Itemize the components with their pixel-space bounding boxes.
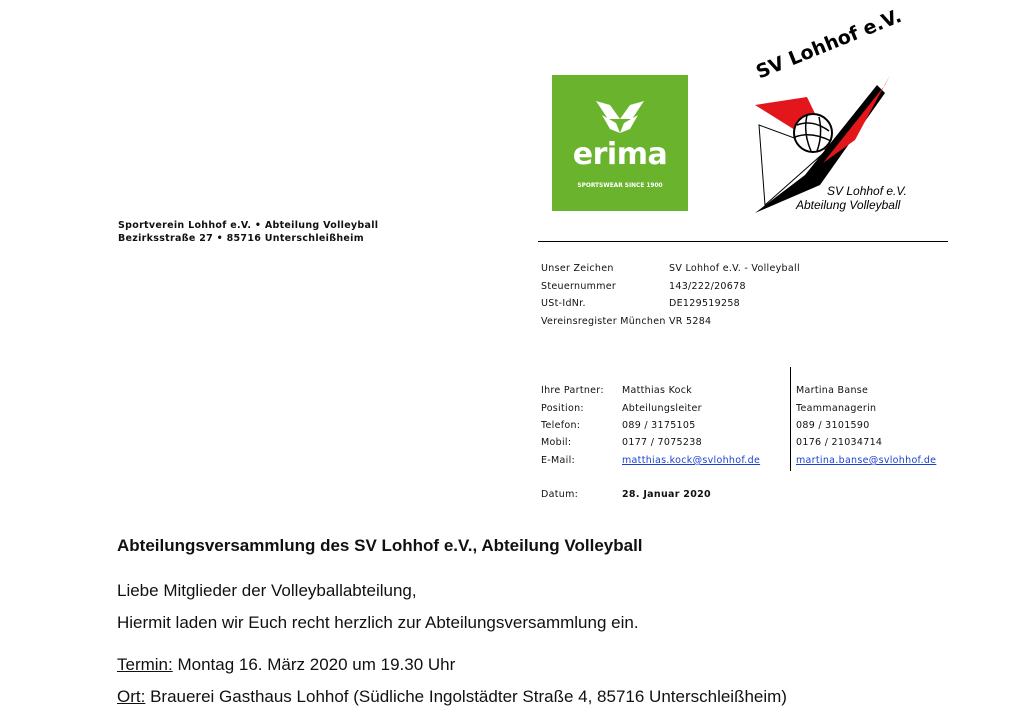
contact1-name: Matthias Kock: [622, 385, 693, 396]
contact1-phone: 089 / 3175105: [622, 420, 696, 431]
contact2-phone: 089 / 3101590: [796, 420, 870, 431]
date-value: 28. Januar 2020: [622, 489, 711, 500]
sv-lohhof-logo: [745, 5, 945, 220]
ref-value: DE129519258: [669, 298, 741, 309]
ort-label: Ort:: [117, 687, 146, 706]
contact-label: E-Mail:: [541, 455, 576, 466]
header-divider: [538, 241, 948, 242]
erima-tagline: SPORTSWEAR SINCE 1900: [577, 181, 663, 189]
erima-logo: [552, 75, 688, 211]
contact2-email-link[interactable]: martina.banse@svlohhof.de: [796, 455, 937, 466]
ref-value: 143/222/20678: [669, 281, 746, 292]
termin-value: Montag 16. März 2020 um 19.30 Uhr: [172, 655, 456, 674]
ref-label: Unser Zeichen: [541, 263, 614, 274]
ref-label: Steuernummer: [541, 281, 617, 292]
ort-value: Brauerei Gasthaus Lohhof (Südliche Ingolstädter Straße 4, 85716 Unterschleißheim): [145, 687, 787, 706]
ort-line: [117, 687, 787, 707]
ref-label: USt-IdNr.: [541, 298, 586, 309]
termin-label: Termin:: [117, 655, 173, 674]
contact-label: Position:: [541, 403, 584, 414]
sender-line-1: Sportverein Lohhof e.V. • Abteilung Volleyball: [118, 220, 379, 231]
contacts-divider: [790, 367, 791, 471]
contact1-position: Abteilungsleiter: [622, 403, 702, 414]
sender-line-2: Bezirksstraße 27 • 85716 Unterschleißheim: [118, 233, 364, 244]
date-label: Datum:: [541, 489, 579, 500]
termin-line: [117, 655, 455, 675]
letter-subject: Abteilungsversammlung des SV Lohhof e.V., Abteilung Volleyball: [117, 536, 643, 555]
club-caption-line2: Abteilung Volleyball: [796, 198, 901, 212]
contact-label: Telefon:: [541, 420, 581, 431]
club-arc-text: SV Lohhof e.V.: [753, 5, 905, 84]
letter-intro: Hiermit laden wir Euch recht herzlich zur Abteilungsversammlung ein.: [117, 613, 639, 632]
contact-label: Mobil:: [541, 437, 572, 448]
ref-value: SV Lohhof e.V. - Volleyball: [669, 263, 800, 274]
letter-greeting: Liebe Mitglieder der Volleyballabteilung,: [117, 581, 417, 600]
ref-value: VR 5284: [669, 316, 712, 327]
erima-brand: erima: [572, 137, 668, 172]
ref-label: Vereinsregister München: [541, 316, 666, 327]
contact1-mobile: 0177 / 7075238: [622, 437, 702, 448]
contact-label: Ihre Partner:: [541, 385, 604, 396]
contact1-email-link[interactable]: matthias.kock@svlohhof.de: [622, 455, 761, 466]
club-caption-line1: SV Lohhof e.V.: [827, 184, 907, 198]
contact2-name: Martina Banse: [796, 385, 869, 396]
contact2-position: Teammanagerin: [796, 403, 877, 414]
contact2-mobile: 0176 / 21034714: [796, 437, 883, 448]
